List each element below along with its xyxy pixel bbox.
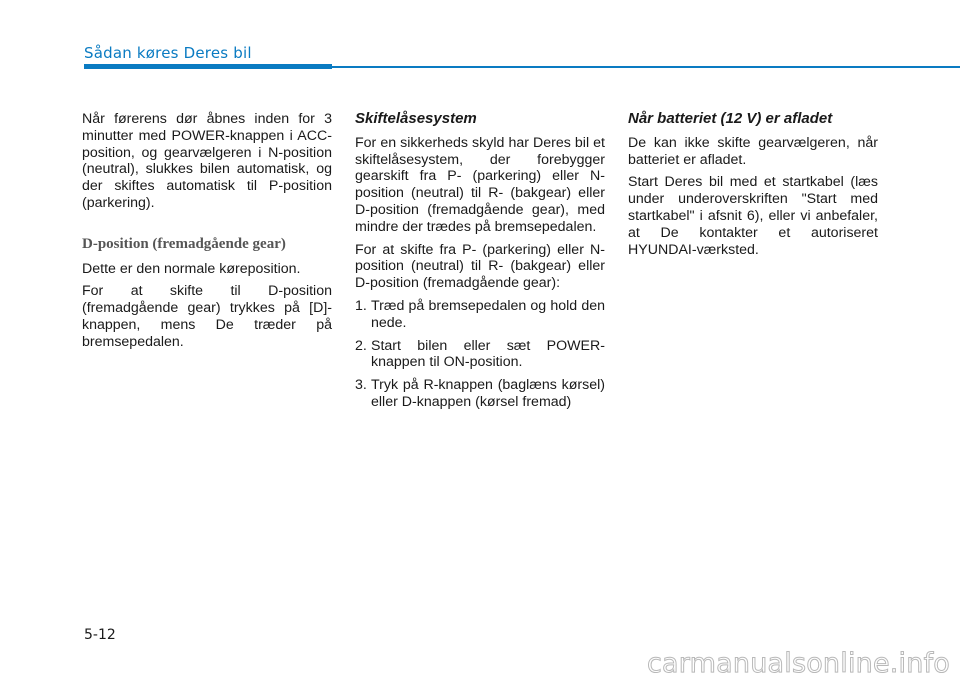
col1-paragraph-3: For at skifte til D-position (fremadgående gear) trykkes på [D]-knappen, mens De træder på bremsepedalen.	[82, 283, 332, 350]
column-3	[628, 111, 878, 264]
step-item	[355, 377, 605, 411]
col1-paragraph-1: Når førerens dør åbnes inden for 3 minutter med POWER-knappen i ACC-position, og gearvælgeren i N-position (neutral), slukkes bilen automatisk, og der skiftes automatisk til P-position (parkering).	[82, 111, 332, 211]
col1-paragraph-2: Dette er den normale køreposition.	[82, 260, 301, 277]
col3-heading-battery: Når batteriet (12 V) er afladet	[628, 110, 833, 127]
step-text: Start bilen eller sæt POWER-knappen til ON-position.	[371, 337, 605, 371]
watermark: carmanualsonline.info	[647, 648, 950, 679]
column-2	[355, 111, 605, 417]
step-text: Træd på bremsepedalen og hold den nede.	[371, 297, 605, 331]
step-number: 1.	[355, 297, 367, 314]
col2-heading-shift-lock: Skiftelåsesystem	[355, 110, 477, 127]
header-rule-thick	[84, 64, 332, 69]
step-item	[355, 298, 605, 332]
col3-paragraph-1: De kan ikke skifte gearvælgeren, når batteriet er afladet.	[628, 134, 878, 168]
step-number: 3.	[355, 377, 367, 394]
col1-heading-d-position: D-position (fremadgående gear)	[82, 235, 286, 252]
col2-paragraph-2: For at skifte fra P- (parkering) eller N-position (neutral) til R- (bakgear) eller D-position (fremadgående gear):	[355, 241, 605, 292]
step-text: Tryk på R-knappen (baglæns kørsel) eller D-knappen (kørsel fremad)	[371, 377, 605, 410]
header-rule-thin	[332, 66, 960, 68]
step-item	[355, 338, 605, 372]
col2-paragraph-1: For en sikkerheds skyld har Deres bil et skiftelåsesystem, der forebygger gearskift fra P- (parkering) eller N-position (neutral) til R- (bakgear) eller D-position (fremadgående gear), med mindre der trædes på bremsepedalen.	[355, 134, 605, 235]
column-1	[82, 111, 332, 357]
page-number: 5-12	[84, 627, 116, 643]
col3-paragraph-2: Start Deres bil med et startkabel (læs under underoverskriften "Start med startkabel" i afsnit 6), eller vi anbefaler, at De kontakter et autoriseret HYUNDAI-værksted.	[628, 174, 878, 258]
section-title: Sådan køres Deres bil	[84, 44, 252, 62]
step-number: 2.	[355, 337, 367, 354]
